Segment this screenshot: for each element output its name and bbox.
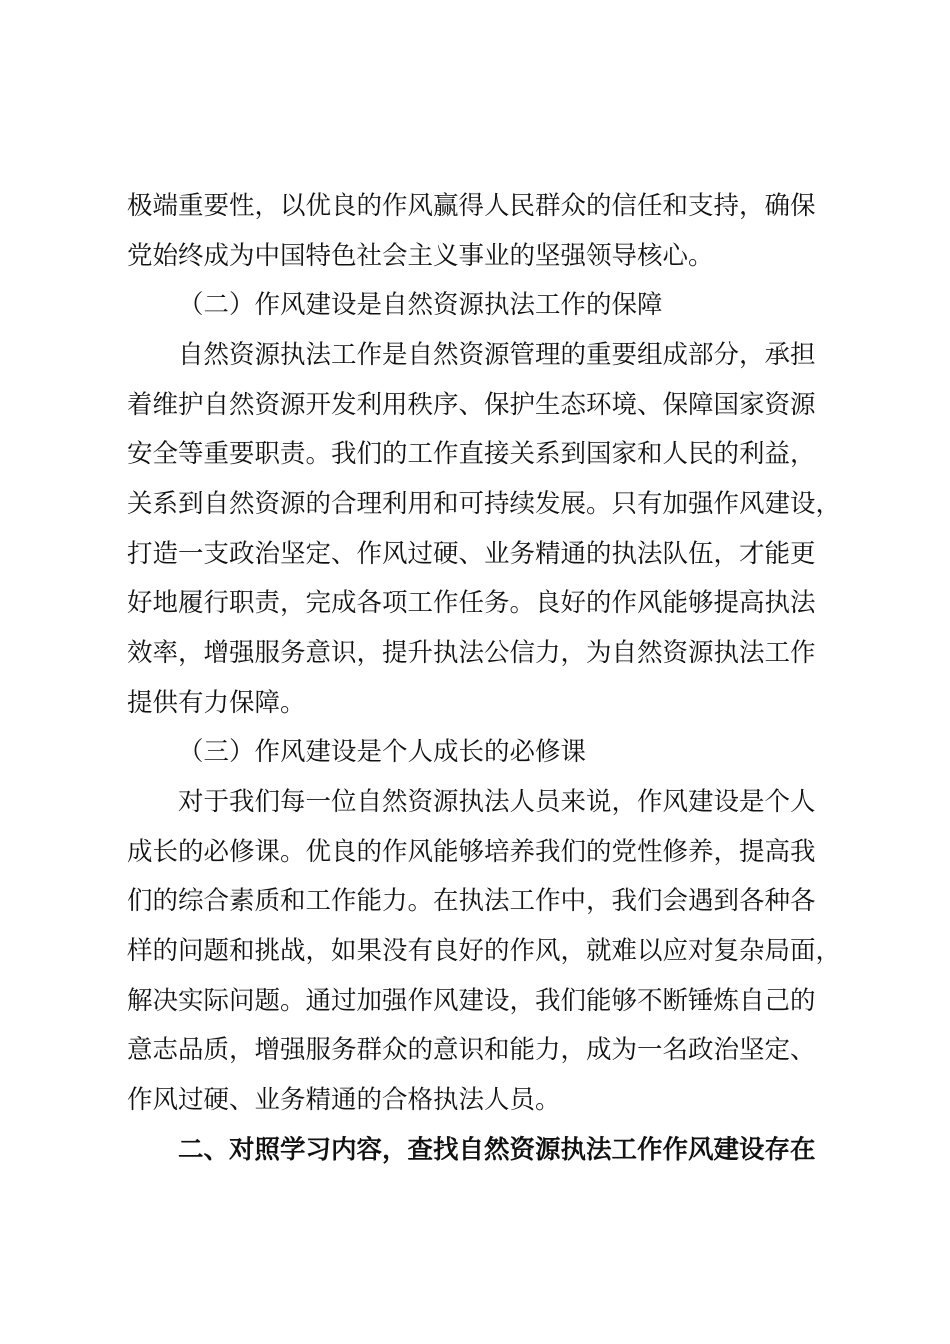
body-text-line: 关系到自然资源的合理利用和可持续发展。只有加强作风建设， [127,489,842,519]
body-text-line: 们的综合素质和工作能力。在执法工作中，我们会遇到各种各 [127,886,816,916]
chapter-heading: 二、对照学习内容，查找自然资源执法工作作风建设存在 [178,1135,816,1165]
body-text-line: 效率，增强服务意识，提升执法公信力，为自然资源执法工作 [127,638,816,668]
body-text-line: 自然资源执法工作是自然资源管理的重要组成部分，承担 [178,340,816,370]
body-text-line: 安全等重要职责。我们的工作直接关系到国家和人民的利益， [127,439,816,469]
body-text-line: 党始终成为中国特色社会主义事业的坚强领导核心。 [127,241,714,271]
section-heading: （三）作风建设是个人成长的必修课 [178,737,587,767]
body-text-line: 着维护自然资源开发利用秩序、保护生态环境、保障国家资源 [127,390,816,420]
body-text-line: 成长的必修课。优良的作风能够培养我们的党性修养，提高我 [127,837,816,867]
body-text-line: 作风过硬、业务精通的合格执法人员。 [127,1085,561,1115]
body-text-line: 解决实际问题。通过加强作风建设，我们能够不断锤炼自己的 [127,986,816,1016]
body-text-line: 样的问题和挑战，如果没有良好的作风，就难以应对复杂局面， [127,936,842,966]
body-text-line: 提供有力保障。 [127,688,306,718]
section-heading: （二）作风建设是自然资源执法工作的保障 [178,290,663,320]
body-text-line: 打造一支政治坚定、作风过硬、业务精通的执法队伍，才能更 [127,539,816,569]
body-text-line: 意志品质，增强服务群众的意识和能力，成为一名政治坚定、 [127,1035,816,1065]
body-text-line: 好地履行职责，完成各项工作任务。良好的作风能够提高执法 [127,588,816,618]
body-text-line: 对于我们每一位自然资源执法人员来说，作风建设是个人 [178,787,816,817]
body-text-line: 极端重要性，以优良的作风赢得人民群众的信任和支持，确保 [127,191,816,221]
